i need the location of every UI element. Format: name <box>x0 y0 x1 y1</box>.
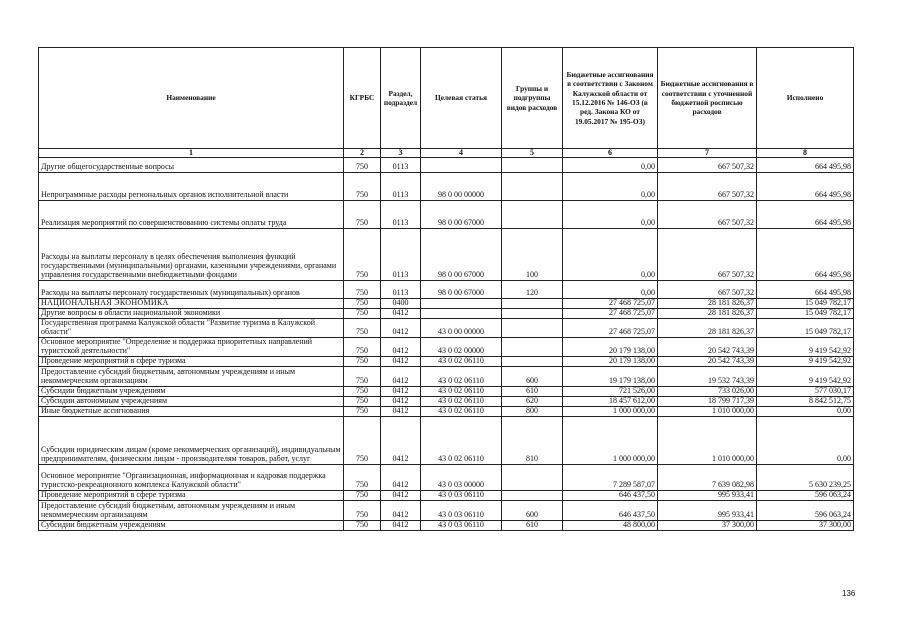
table-row <box>39 356 854 366</box>
row-kgrbs: 750 <box>344 281 381 299</box>
row-name: Предоставление субсидий бюджетным, автономным учреждениям и иным некоммерческим организациям <box>39 500 344 520</box>
row-group <box>502 356 563 366</box>
row-group: 120 <box>502 281 563 299</box>
row-target <box>421 158 502 173</box>
column-number: 8 <box>757 149 854 158</box>
row-refined: 1 010 000,00 <box>658 406 757 416</box>
row-refined: 28 181 826,37 <box>658 308 757 318</box>
row-executed: 15 049 782,17 <box>757 308 854 318</box>
column-number: 1 <box>39 149 344 158</box>
row-target: 98 0 00 67000 <box>421 281 502 299</box>
row-section: 0412 <box>381 416 421 464</box>
table-row <box>39 520 854 530</box>
row-name: Другие вопросы в области национальной экономики <box>39 308 344 318</box>
row-executed: 9 419 542,92 <box>757 337 854 356</box>
row-executed: 664 495,98 <box>757 201 854 229</box>
row-kgrbs: 750 <box>344 386 381 396</box>
row-refined: 667 507,32 <box>658 201 757 229</box>
row-group <box>502 318 563 337</box>
column-number: 7 <box>658 149 757 158</box>
column-number: 6 <box>563 149 658 158</box>
row-name: Государственная программа Калужской области "Развитие туризма в Калужской области" <box>39 318 344 337</box>
row-group <box>502 201 563 229</box>
row-law: 20 179 138,00 <box>563 337 658 356</box>
row-group <box>502 158 563 173</box>
row-section: 0412 <box>381 500 421 520</box>
row-law: 0,00 <box>563 173 658 201</box>
row-law: 48 800,00 <box>563 520 658 530</box>
row-section: 0412 <box>381 490 421 500</box>
row-name: Непрограммные расходы региональных органов исполнительной власти <box>39 173 344 201</box>
row-target: 98 0 00 67000 <box>421 229 502 281</box>
page-number: 136 <box>842 589 856 598</box>
row-section: 0113 <box>381 158 421 173</box>
row-name: Предоставление субсидий бюджетным, автономным учреждениям и иным некоммерческим организациям <box>39 366 344 386</box>
table-row <box>39 281 854 299</box>
row-group: 620 <box>502 396 563 406</box>
table-row <box>39 308 854 318</box>
row-law: 27 468 725,07 <box>563 299 658 309</box>
row-law: 721 526,00 <box>563 386 658 396</box>
row-law: 646 437,50 <box>563 500 658 520</box>
row-law: 646 437,50 <box>563 490 658 500</box>
table-row <box>39 396 854 406</box>
row-kgrbs: 750 <box>344 366 381 386</box>
row-target: 43 0 02 06110 <box>421 406 502 416</box>
table-row <box>39 416 854 464</box>
row-kgrbs: 750 <box>344 520 381 530</box>
row-executed: 0,00 <box>757 406 854 416</box>
table-row <box>39 299 854 309</box>
row-refined: 667 507,32 <box>658 173 757 201</box>
row-kgrbs: 750 <box>344 464 381 490</box>
row-section: 0412 <box>381 386 421 396</box>
table-row <box>39 337 854 356</box>
row-executed: 577 030,17 <box>757 386 854 396</box>
row-name: Проведение мероприятий в сфере туризма <box>39 356 344 366</box>
row-section: 0113 <box>381 229 421 281</box>
row-kgrbs: 750 <box>344 299 381 309</box>
row-group <box>502 308 563 318</box>
row-executed: 664 495,98 <box>757 158 854 173</box>
row-executed: 5 630 239,25 <box>757 464 854 490</box>
row-group: 810 <box>502 416 563 464</box>
row-name: Основное мероприятие "Определение и поддержка приоритетных направлений туристской деятельности" <box>39 337 344 356</box>
header-row <box>39 48 854 149</box>
row-section: 0400 <box>381 299 421 309</box>
column-number: 4 <box>421 149 502 158</box>
row-name: Расходы на выплаты персоналу государственных (муниципальных) органов <box>39 281 344 299</box>
row-group: 610 <box>502 386 563 396</box>
row-target: 43 0 03 06110 <box>421 500 502 520</box>
row-refined: 667 507,32 <box>658 281 757 299</box>
row-law: 0,00 <box>563 229 658 281</box>
table-row <box>39 318 854 337</box>
row-name: Проведение мероприятий в сфере туризма <box>39 490 344 500</box>
row-group: 600 <box>502 366 563 386</box>
row-section: 0412 <box>381 366 421 386</box>
row-group <box>502 464 563 490</box>
row-executed: 596 063,24 <box>757 500 854 520</box>
row-refined: 7 639 082,98 <box>658 464 757 490</box>
row-law: 1 000 000,00 <box>563 416 658 464</box>
header-executed: Исполнено <box>757 48 854 149</box>
row-kgrbs: 750 <box>344 500 381 520</box>
row-name: Другие общегосударственные вопросы <box>39 158 344 173</box>
row-section: 0412 <box>381 318 421 337</box>
column-number: 2 <box>344 149 381 158</box>
row-section: 0412 <box>381 337 421 356</box>
row-target: 43 0 02 06110 <box>421 356 502 366</box>
row-kgrbs: 750 <box>344 229 381 281</box>
row-name: НАЦИОНАЛЬНАЯ ЭКОНОМИКА <box>39 299 344 309</box>
row-executed: 8 842 512,75 <box>757 396 854 406</box>
row-target: 43 0 03 00000 <box>421 464 502 490</box>
row-law: 19 179 138,00 <box>563 366 658 386</box>
row-kgrbs: 750 <box>344 490 381 500</box>
row-law: 1 000 000,00 <box>563 406 658 416</box>
row-group <box>502 173 563 201</box>
row-law: 0,00 <box>563 281 658 299</box>
header-group: Группы и подгруппы видов расходов <box>502 48 563 149</box>
column-number: 3 <box>381 149 421 158</box>
row-refined: 19 532 743,39 <box>658 366 757 386</box>
row-kgrbs: 750 <box>344 158 381 173</box>
row-kgrbs: 750 <box>344 356 381 366</box>
row-group: 600 <box>502 500 563 520</box>
row-refined: 20 542 743,39 <box>658 337 757 356</box>
row-section: 0113 <box>381 281 421 299</box>
row-target: 43 0 00 00000 <box>421 318 502 337</box>
row-target: 98 0 00 00000 <box>421 173 502 201</box>
row-law: 27 468 725,07 <box>563 308 658 318</box>
row-group <box>502 299 563 309</box>
row-section: 0113 <box>381 173 421 201</box>
row-executed: 664 495,98 <box>757 229 854 281</box>
row-section: 0412 <box>381 464 421 490</box>
row-name: Иные бюджетные ассигнования <box>39 406 344 416</box>
table-row <box>39 201 854 229</box>
row-executed: 664 495,98 <box>757 281 854 299</box>
row-target: 43 0 02 06110 <box>421 396 502 406</box>
header-kgrbs: КГРБС <box>344 48 381 149</box>
row-kgrbs: 750 <box>344 308 381 318</box>
header-section: Раздел, подраздел <box>381 48 421 149</box>
row-refined: 28 181 826,37 <box>658 299 757 309</box>
row-refined: 1 010 000,00 <box>658 416 757 464</box>
row-refined: 28 181 826,37 <box>658 318 757 337</box>
table-row <box>39 464 854 490</box>
row-refined: 18 799 717,39 <box>658 396 757 406</box>
row-group <box>502 337 563 356</box>
row-group <box>502 490 563 500</box>
row-section: 0412 <box>381 356 421 366</box>
row-refined: 667 507,32 <box>658 229 757 281</box>
row-kgrbs: 750 <box>344 173 381 201</box>
row-target: 43 0 02 06110 <box>421 386 502 396</box>
row-section: 0412 <box>381 396 421 406</box>
row-refined: 37 300,00 <box>658 520 757 530</box>
row-refined: 995 933,41 <box>658 490 757 500</box>
row-name: Субсидии бюджетным учреждениям <box>39 520 344 530</box>
table-row <box>39 366 854 386</box>
table-row <box>39 229 854 281</box>
row-refined: 733 026,00 <box>658 386 757 396</box>
row-target: 43 0 03 06110 <box>421 520 502 530</box>
table-row <box>39 500 854 520</box>
row-kgrbs: 750 <box>344 406 381 416</box>
row-section: 0412 <box>381 308 421 318</box>
budget-table <box>38 47 854 531</box>
row-law: 20 179 138,00 <box>563 356 658 366</box>
row-target: 43 0 02 06110 <box>421 416 502 464</box>
row-executed: 15 049 782,17 <box>757 299 854 309</box>
row-law: 0,00 <box>563 158 658 173</box>
row-name: Субсидии бюджетным учреждениям <box>39 386 344 396</box>
row-executed: 15 049 782,17 <box>757 318 854 337</box>
row-kgrbs: 750 <box>344 337 381 356</box>
table-row <box>39 406 854 416</box>
row-target: 98 0 00 67000 <box>421 201 502 229</box>
header-refined: Бюджетные ассигнования в соответствии с уточненной бюджетной росписью расходов <box>658 48 757 149</box>
row-executed: 37 300,00 <box>757 520 854 530</box>
row-target <box>421 299 502 309</box>
row-group: 610 <box>502 520 563 530</box>
header-name: Наименование <box>39 48 344 149</box>
row-target: 43 0 02 00000 <box>421 337 502 356</box>
row-target: 43 0 02 06110 <box>421 366 502 386</box>
row-target: 43 0 03 06110 <box>421 490 502 500</box>
row-refined: 667 507,32 <box>658 158 757 173</box>
row-refined: 20 542 743,39 <box>658 356 757 366</box>
row-executed: 9 419 542,92 <box>757 366 854 386</box>
row-kgrbs: 750 <box>344 318 381 337</box>
row-executed: 0,00 <box>757 416 854 464</box>
row-name: Основное мероприятие "Организационная, информационная и кадровая поддержка туристско-рекреационного комплекса Калужской области" <box>39 464 344 490</box>
row-law: 27 468 725,07 <box>563 318 658 337</box>
column-number: 5 <box>502 149 563 158</box>
row-group: 100 <box>502 229 563 281</box>
row-kgrbs: 750 <box>344 416 381 464</box>
row-section: 0113 <box>381 201 421 229</box>
table-row <box>39 173 854 201</box>
row-law: 7 289 587,07 <box>563 464 658 490</box>
row-section: 0412 <box>381 520 421 530</box>
row-executed: 596 063,24 <box>757 490 854 500</box>
table-row <box>39 490 854 500</box>
row-name: Субсидии юридическим лицам (кроме некоммерческих организаций), индивидуальным предпринимателям, физическим лицам - производителям товаров, работ, услуг <box>39 416 344 464</box>
row-target <box>421 308 502 318</box>
column-number-row <box>39 149 854 158</box>
row-kgrbs: 750 <box>344 396 381 406</box>
row-law: 0,00 <box>563 201 658 229</box>
table-row <box>39 386 854 396</box>
table-row <box>39 158 854 173</box>
row-section: 0412 <box>381 406 421 416</box>
row-kgrbs: 750 <box>344 201 381 229</box>
row-group: 800 <box>502 406 563 416</box>
row-executed: 9 419 542,92 <box>757 356 854 366</box>
row-executed: 664 495,98 <box>757 173 854 201</box>
header-law: Бюджетные ассигнования в соответствии с Законом Калужской области от 15.12.2016 № 146-ОЗ (в ред. Закона КО от 19.05.2017 № 195-ОЗ) <box>563 48 658 149</box>
row-law: 18 457 612,00 <box>563 396 658 406</box>
row-name: Расходы на выплаты персоналу в целях обеспечения выполнения функций государственными (муниципальными) органами, казенными учреждениями, органами управления государственными внебюджетными фондами <box>39 229 344 281</box>
row-refined: 995 933,41 <box>658 500 757 520</box>
row-name: Реализация мероприятий по совершенствованию системы оплаты труда <box>39 201 344 229</box>
header-target: Целевая статья <box>421 48 502 149</box>
row-name: Субсидии автономным учреждениям <box>39 396 344 406</box>
